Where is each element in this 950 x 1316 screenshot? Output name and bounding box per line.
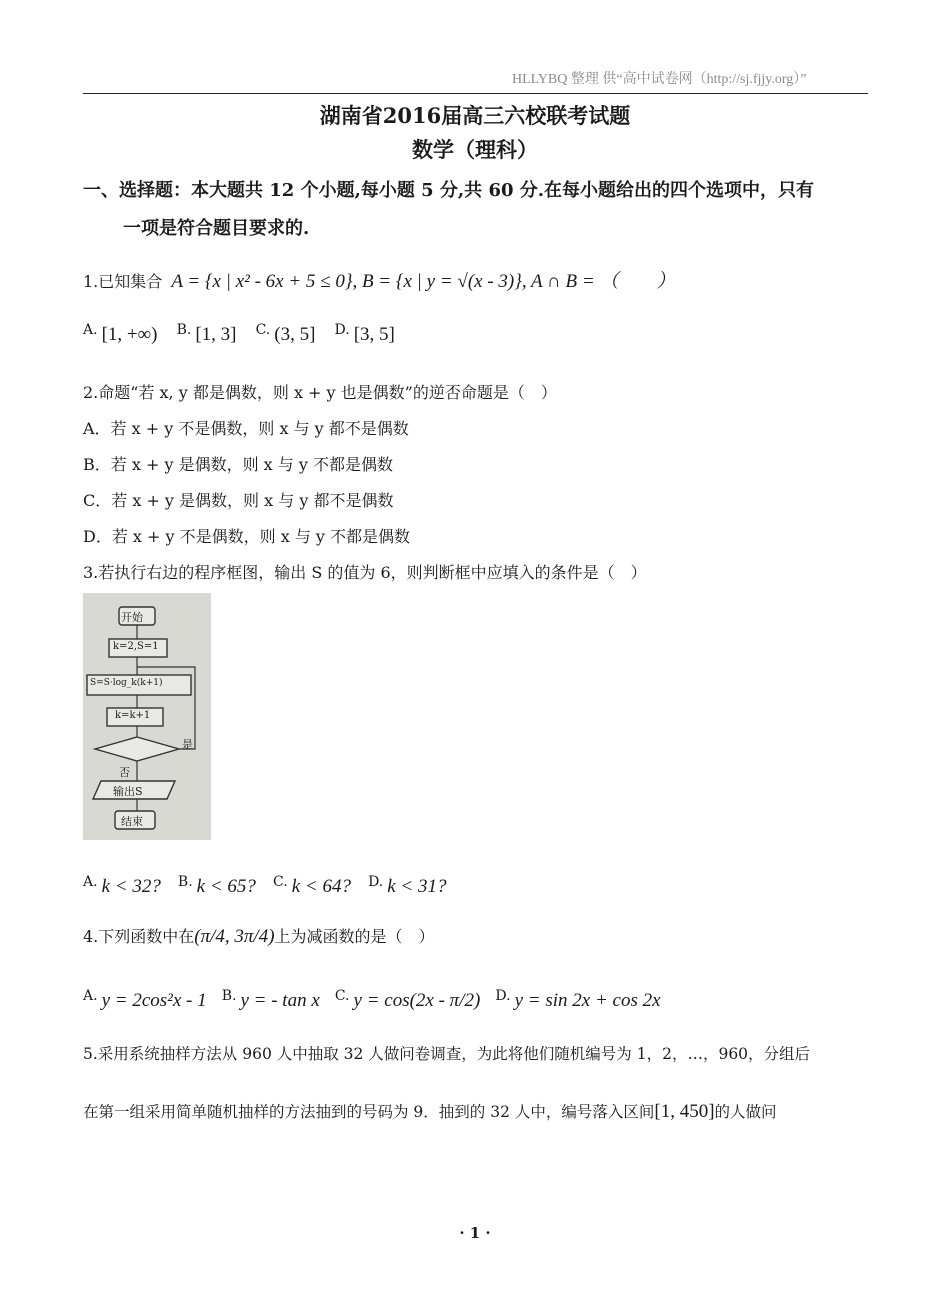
exam-subtitle: 数学（理科） <box>412 137 538 162</box>
q3-option-a: k < 32? <box>101 876 161 897</box>
q4-option-b: y = - tan x <box>240 990 320 1011</box>
header-note: HLLYBQ 整理 供“高中试卷网（http://sj.fjjy.org）” <box>512 72 807 87</box>
flow-start: 开始 <box>121 611 143 624</box>
flow-init: k=2,S=1 <box>113 641 159 652</box>
flow-no: 否 <box>119 766 130 779</box>
q2-option-b: B．若 x + y 是偶数，则 x 与 y 不都是偶数 <box>83 455 393 474</box>
q4-options <box>83 988 661 1012</box>
q4-option-a: y = 2cos²x - 1 <box>101 990 207 1011</box>
q1-option-a-label: A. <box>83 322 98 338</box>
q1-option-b: [1, 3] <box>195 324 237 345</box>
q3-options <box>83 874 447 898</box>
q1-prefix: 1.已知集合 <box>83 272 163 291</box>
q3-option-a-label: A. <box>83 874 98 890</box>
flow-end: 结束 <box>121 815 143 828</box>
q1-option-c: (3, 5] <box>274 324 316 345</box>
q2-option-c: C．若 x + y 是偶数，则 x 与 y 都不是偶数 <box>83 491 394 510</box>
flowchart <box>83 593 211 840</box>
q4-option-d-label: D. <box>495 988 511 1004</box>
q3-option-c: k < 64? <box>291 876 351 897</box>
q4-option-c: y = cos(2x - π/2) <box>353 990 481 1011</box>
q1-option-a: [1, +∞) <box>101 324 158 345</box>
exam-title: 湖南省2016届高三六校联考试题 <box>319 103 631 128</box>
question-2: 2.命题“若 x, y 都是偶数，则 x + y 也是偶数”的逆否命题是（ ） <box>83 383 557 402</box>
q5-interval: [1, 450] <box>654 1101 715 1122</box>
q4-option-c-label: C. <box>334 988 350 1004</box>
question-1 <box>83 266 675 293</box>
q1-formula: A = {x | x² - 6x + 5 ≤ 0}, B = {x | y = √(x - 3)}, A ∩ B = （ ） <box>171 271 676 292</box>
flow-output: 输出S <box>113 785 143 798</box>
section-heading: 一、选择题：本大题共 12 个小题,每小题 5 分,共 60 分.在每小题给出的四个选项中，只有 <box>83 180 815 201</box>
q5-line2-pre: 在第一组采用简单随机抽样的方法抽到的号码为 9．抽到的 32 人中，编号落入区间 <box>83 1103 655 1121</box>
header-rule <box>83 93 868 94</box>
q4-option-b-label: B. <box>221 988 237 1004</box>
question-3: 3.若执行右边的程序框图，输出 S 的值为 6，则判断框中应填入的条件是（ ） <box>83 563 647 582</box>
section-heading-cont: 一项是符合题目要求的. <box>123 218 310 239</box>
q3-option-c-label: C. <box>273 874 288 890</box>
q4-interval: (π/4, 3π/4) <box>194 926 275 947</box>
flow-increment: k=k+1 <box>115 710 151 721</box>
question-4 <box>83 924 435 948</box>
q2-option-a: A．若 x + y 不是偶数，则 x 与 y 都不是偶数 <box>83 419 409 438</box>
page-number: · 1 · <box>459 1224 491 1242</box>
q4-option-a-label: A. <box>83 988 98 1004</box>
q1-option-d-label: D. <box>334 322 350 338</box>
q1-option-b-label: B. <box>176 322 192 338</box>
q1-option-c-label: C. <box>255 322 271 338</box>
q3-option-d-label: D. <box>368 874 384 890</box>
q3-option-d: k < 31? <box>387 876 447 897</box>
q3-option-b-label: B. <box>177 874 193 890</box>
q3-option-b: k < 65? <box>196 876 256 897</box>
q5-line2-post: 的人做问 <box>714 1103 777 1121</box>
q4-stem-pre: 4.下列函数中在 <box>83 927 195 946</box>
question-5-cont <box>83 1100 777 1123</box>
flow-yes: 是 <box>182 738 193 751</box>
q1-options <box>83 322 395 346</box>
question-5: 5.采用系统抽样方法从 960 人中抽取 32 人做问卷调查，为此将他们随机编号为 1，2，…，960，分组后 <box>83 1045 811 1063</box>
q2-option-d: D．若 x + y 不是偶数，则 x 与 y 不都是偶数 <box>83 527 411 546</box>
q4-stem-post: 上为减函数的是（ ） <box>274 927 435 946</box>
q4-option-d: y = sin 2x + cos 2x <box>514 990 661 1011</box>
q1-option-d: [3, 5] <box>353 324 395 345</box>
flow-step: S=S·log_k(k+1) <box>90 678 163 688</box>
